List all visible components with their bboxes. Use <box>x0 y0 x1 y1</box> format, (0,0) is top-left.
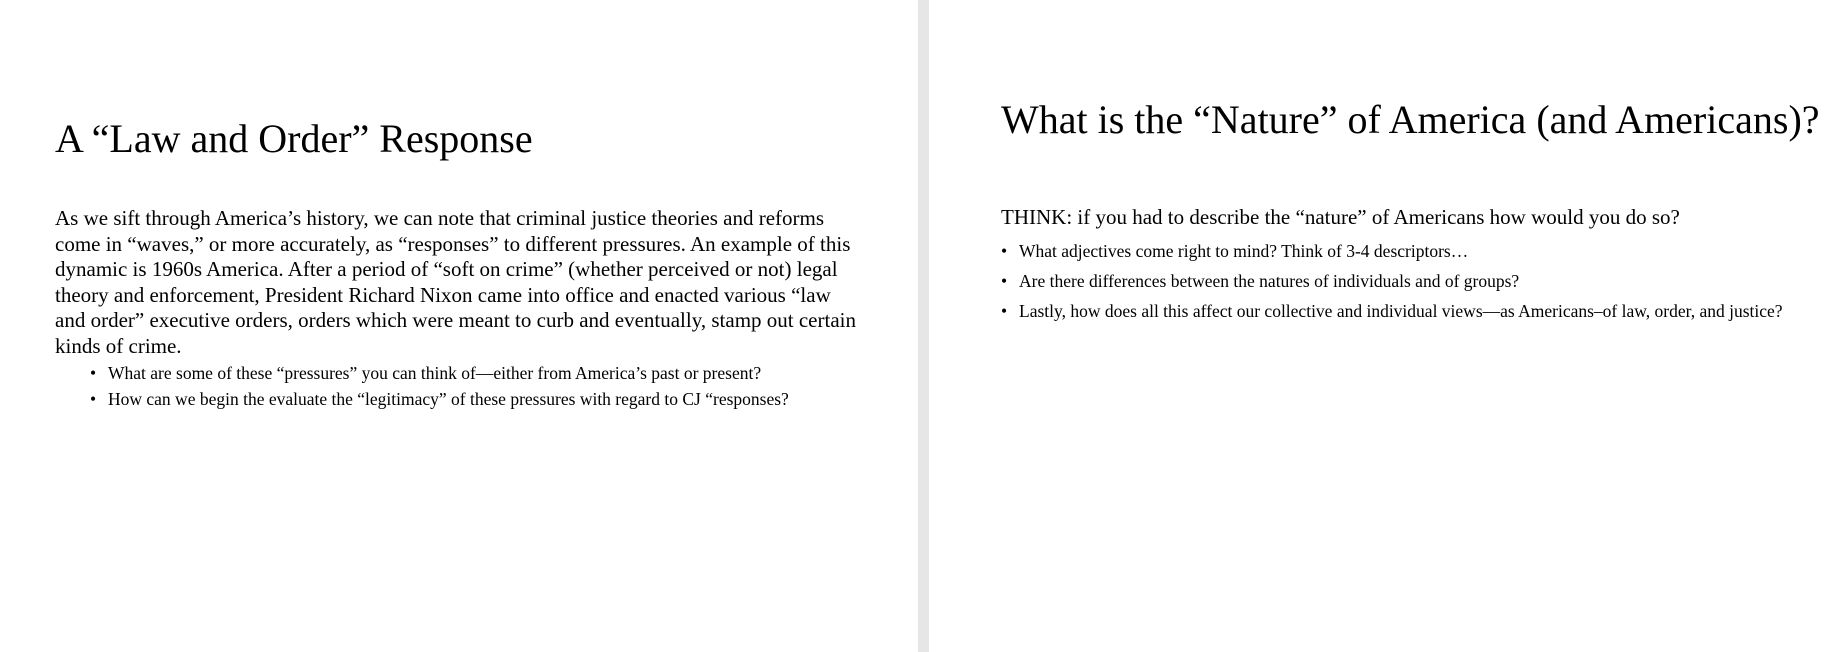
slide-2-bullet-list <box>1001 241 1831 322</box>
bullet-text: Lastly, how does all this affect our collective and individual views—as Americans–of law, order, and justice? <box>1019 300 1783 321</box>
bullet-icon: • <box>1001 300 1008 321</box>
slide-2-title: What is the “Nature” of America (and Americans)? <box>1001 97 1820 142</box>
slide-1[interactable] <box>0 0 918 652</box>
bullet-icon: • <box>90 363 97 383</box>
slide-2-body <box>1001 205 1831 331</box>
slide-2-prompt: THINK: if you had to describe the “nature” of Americans how would you do so? <box>1001 205 1680 229</box>
bullet-item <box>1001 241 1831 262</box>
slide-1-title: A “Law and Order” Response <box>55 116 533 161</box>
bullet-text: What are some of these “pressures” you can think of—either from America’s past or present? <box>108 363 762 383</box>
bullet-text: What adjectives come right to mind? Think of 3-4 descriptors… <box>1019 240 1469 261</box>
bullet-icon: • <box>1001 270 1008 291</box>
bullet-item <box>1001 301 1831 322</box>
bullet-icon: • <box>90 389 97 409</box>
bullet-item <box>1001 271 1831 292</box>
bullet-item <box>90 363 830 384</box>
bullet-text: How can we begin the evaluate the “legitimacy” of these pressures with regard to CJ “responses? <box>108 389 789 409</box>
bullet-text: Are there differences between the natures of individuals and of groups? <box>1019 270 1520 291</box>
bullet-icon: • <box>1001 240 1008 261</box>
slide-2[interactable] <box>929 0 1843 652</box>
slide-1-paragraph: As we sift through America’s history, we can note that criminal justice theories and reforms come in “waves,” or more accurately, as “responses” to different pressures. An example of this dynamic is 1960s America. After a period of “soft on crime” (whether perceived or not) legal theory and enforcement, President Richard Nixon came into office and enacted various “law and order” executive orders, orders which were meant to curb and eventually, stamp out certain kinds of crime. <box>55 206 856 358</box>
slide-divider <box>918 0 929 652</box>
slide-1-bullet-list <box>90 363 830 410</box>
bullet-item <box>90 389 830 410</box>
slide-1-body <box>55 206 860 415</box>
